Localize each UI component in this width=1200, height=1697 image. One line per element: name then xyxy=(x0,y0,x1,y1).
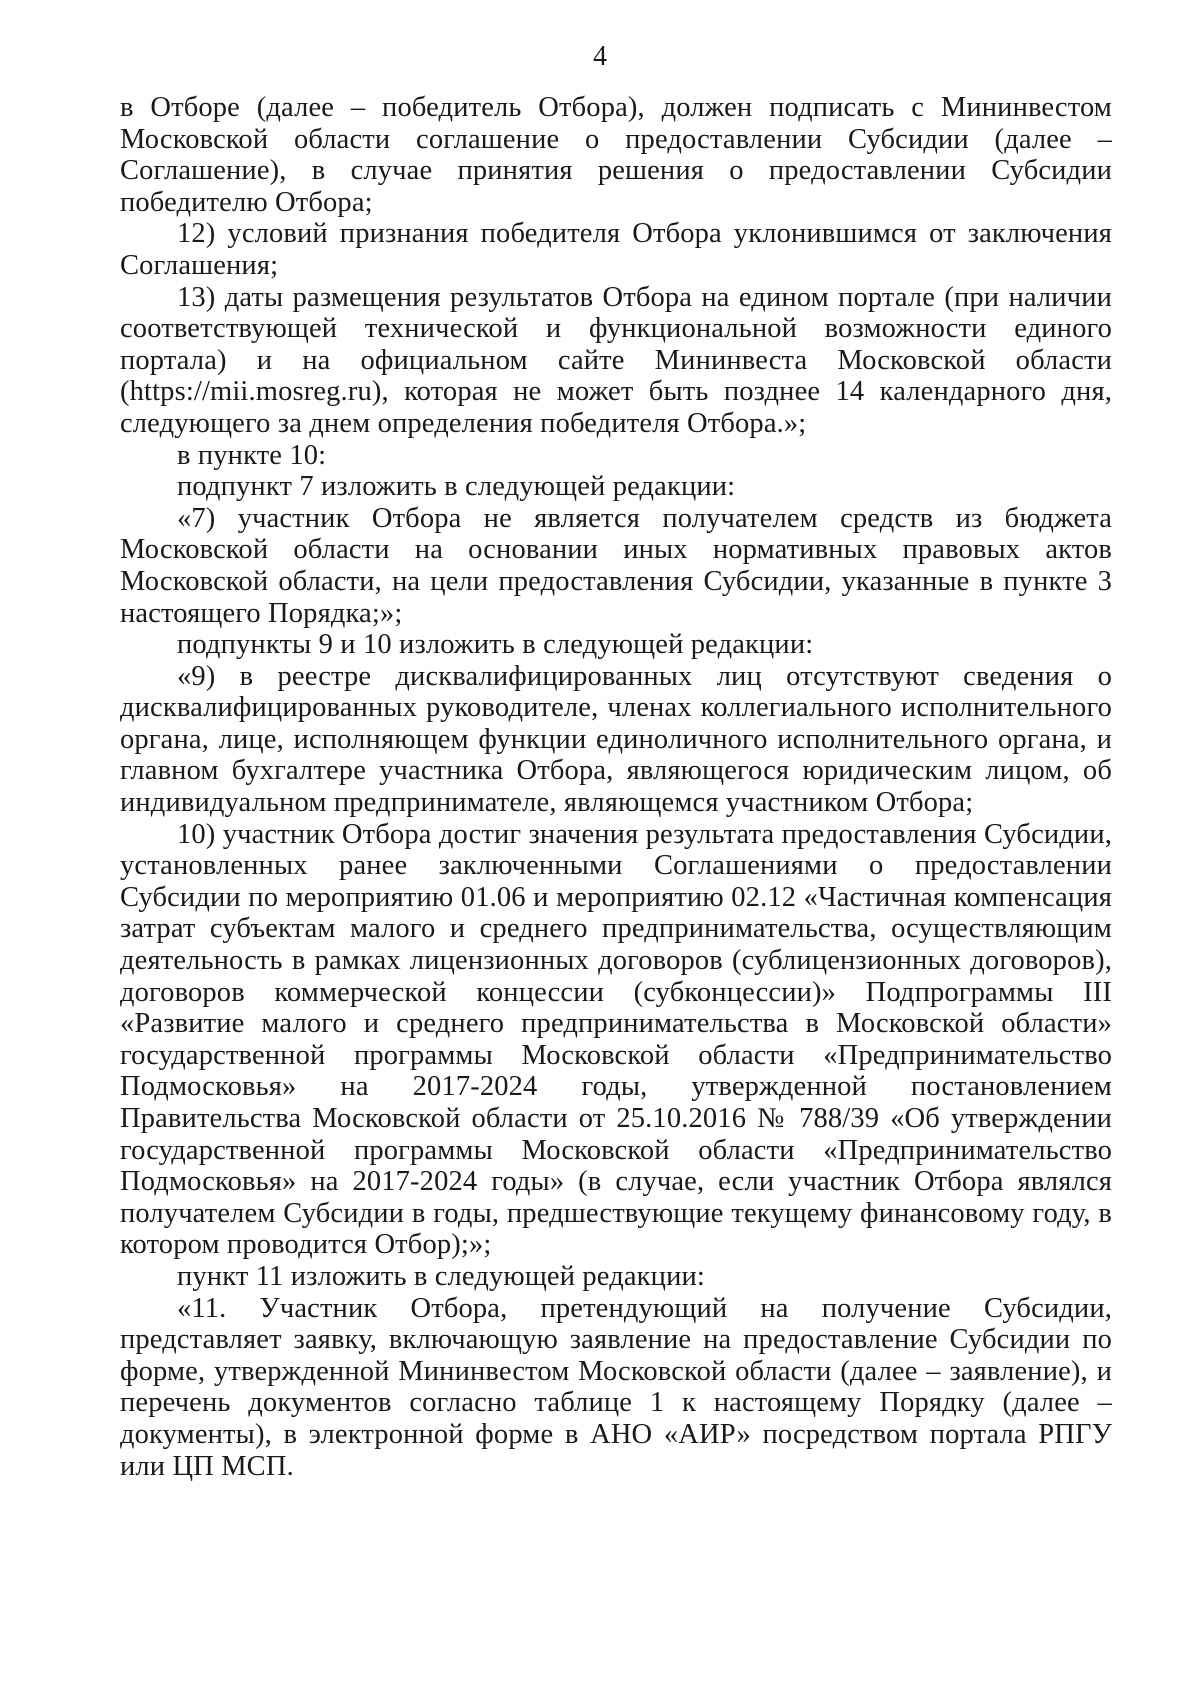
paragraph-point-11-heading: пункт 11 изложить в следующей редакции: xyxy=(177,1260,705,1292)
paragraph-subpoint-7-heading: подпункт 7 изложить в следующей редакции: xyxy=(177,471,736,503)
paragraph-winner-agreement: в Отборе (далее – победитель Отбора), должен подписать с Мининвестом Московской области соглашение о предоставлении Субсидии (далее – Соглашение), в случае принятия решения о предоставлении Субсидии победителю Отбора; xyxy=(120,92,1112,218)
paragraph-point-11: «11. Участник Отбора, претендующий на получение Субсидии, представляет заявку, включающую заявление на предоставление Субсидии по форме, утвержденной Мининвестом Московской области (далее – заявление), и перечень документов согласно таблице 1 к настоящему Порядку (далее – документы), в электронной форме в АНО «АИР» посредством портала РПГУ или ЦП МСП. xyxy=(120,1292,1112,1482)
document-body xyxy=(120,92,1112,1482)
paragraph-subpoints-9-10-heading: подпункты 9 и 10 изложить в следующей редакции: xyxy=(177,629,814,661)
paragraph-subpoint-9: «9) в реестре дисквалифицированных лиц отсутствуют сведения о дисквалифицированных руководителе, членах коллегиального исполнительного органа, лице, исполняющем функции единоличного исполнительного органа, и главном бухгалтере участника Отбора, являющегося юридическим лицом, об индивидуальном предпринимателе, являющемся участником Отбора; xyxy=(120,660,1112,819)
paragraph-subpoint-7: «7) участник Отбора не является получателем средств из бюджета Московской области на основании иных нормативных правовых актов Московской области, на цели предоставления Субсидии, указанные в пункте 3 настоящего Порядка;»; xyxy=(120,502,1112,629)
paragraph-subpoint-10: 10) участник Отбора достиг значения результата предоставления Субсидии, установленных ранее заключенными Соглашениями о предоставлении Субсидии по мероприятию 01.06 и мероприятию 02.12 «Частичная компенсация затрат субъектам малого и среднего предпринимательства, осуществляющим деятельность в рамках лицензионных договоров (сублицензионных договоров), договоров коммерческой концессии (субконцессии)» Подпрограммы III «Развитие малого и среднего предпринимательства в Московской области» государственной программы Московской области «Предпринимательство Подмосковья» на 2017-2024 годы, утвержденной постановлением Правительства Московской области от 25.10.2016 № 788/39 «Об утверждении государственной программы Московской области «Предпринимательство Подмосковья» на 2017-2024 годы» (в случае, если участник Отбора являлся получателем Субсидии в годы, предшествующие текущему финансовому году, в котором проводится Отбор);»; xyxy=(120,818,1112,1261)
paragraph-item-13: 13) даты размещения результатов Отбора на едином портале (при наличии соответствующей технической и функциональной возможности единого портала) и на официальном сайте Мининвеста Московской области (https://mii.mosreg.ru), которая не может быть позднее 14 календарного дня, следующего за днем определения победителя Отбора.»; xyxy=(120,281,1112,439)
page-number: 4 xyxy=(593,41,607,72)
paragraph-point-10-heading: в пункте 10: xyxy=(177,439,327,471)
paragraph-item-12: 12) условий признания победителя Отбора уклонившимся от заключения Соглашения; xyxy=(120,218,1112,281)
